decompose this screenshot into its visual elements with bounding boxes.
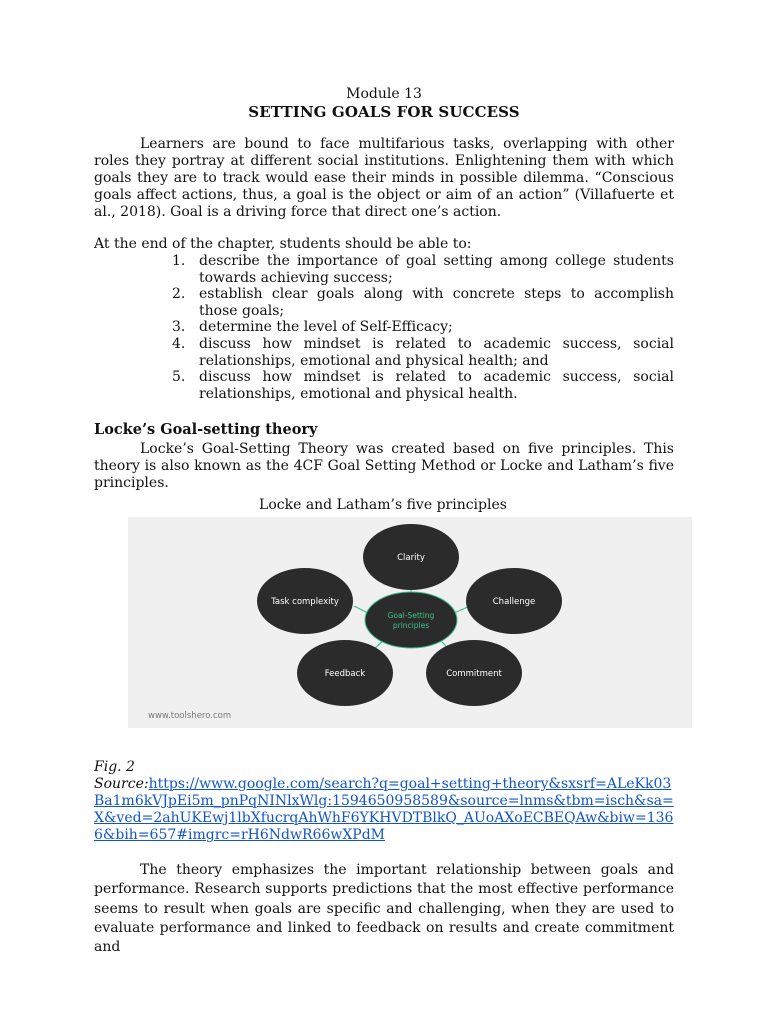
node-label-commitment: Commitment	[446, 669, 502, 679]
source-label: Source:	[94, 776, 149, 792]
closing-paragraph: The theory emphasizes the important relationship between goals and performance. Research supports predictions that the most effective performance seems to result when goals are specific and challenging, when they are used to evaluate performance and linked to feedback on results and create commitment and	[94, 862, 674, 956]
node-center	[365, 592, 457, 648]
list-item	[172, 319, 674, 336]
figure-label: Fig. 2	[94, 759, 135, 775]
list-text: discuss how mindset is related to academic success, social relationships, emotional and physical health.	[199, 369, 674, 402]
page-title: SETTING GOALS FOR SUCCESS	[248, 103, 520, 121]
list-text: determine the level of Self-Efficacy;	[199, 319, 453, 336]
watermark: www.toolshero.com	[148, 711, 232, 721]
list-text: establish clear goals along with concrete steps to accomplish those goals;	[199, 286, 674, 319]
objectives-list	[172, 253, 674, 402]
module-number: Module 13	[346, 86, 422, 102]
section-paragraph: Locke’s Goal-Setting Theory was created based on five principles. This theory is also known as the 4CF Goal Setting Method or Locke and Latham’s five principles.	[94, 441, 674, 491]
intro-paragraph: Learners are bound to face multifarious tasks, overlapping with other roles they portray at different social institutions. Enlightening them with which goals they are to track would ease their minds in possible dilemma. “Conscious goals affect actions, thus, a goal is the object or aim of an action” (Villafuerte et al., 2018). Goal is a driving force that direct one’s action.	[94, 136, 674, 220]
center-label-line1: Goal-Setting	[387, 611, 435, 620]
list-item	[172, 286, 674, 319]
node-label-task-complexity: Task complexity	[271, 597, 339, 607]
list-number: 1.	[172, 253, 186, 269]
list-text: describe the importance of goal setting among college students towards achieving success;	[199, 253, 674, 286]
list-number: 4.	[172, 335, 186, 352]
list-item	[172, 369, 674, 402]
center-label-line2: principles	[392, 621, 430, 630]
node-label-feedback: Feedback	[324, 669, 366, 679]
list-text: discuss how mindset is related to academic success, social relationships, emotional and physical health; and	[199, 335, 674, 369]
list-item	[172, 336, 674, 369]
figure-source	[94, 776, 676, 844]
list-number: 2.	[172, 286, 186, 303]
node-label-challenge: Challenge	[492, 597, 536, 607]
list-number: 3.	[172, 319, 186, 336]
figure-caption: Locke and Latham’s five principles	[259, 497, 507, 513]
node-label-clarity: Clarity	[397, 553, 425, 563]
principles-diagram	[128, 517, 692, 728]
objectives-intro: At the end of the chapter, students should be able to:	[94, 236, 472, 252]
list-item	[172, 253, 674, 286]
list-number: 5.	[172, 369, 186, 386]
source-link[interactable]: https://www.google.com/search?q=goal+setting+theory&sxsrf=ALeKk03Ba1m6kVJpEi5m_pnPqNINlxWlg:1594650958589&source=lnms&tbm=isch&sa=X&ved=2ahUKEwj1lbXfucrqAhWhF6YKHVDTBlkQ_AUoAXoECBEQAw&biw=1366&bih=657#imgrc=rH6NdwR66wXPdM	[94, 776, 674, 843]
section-heading: Locke’s Goal-setting theory	[94, 421, 318, 438]
